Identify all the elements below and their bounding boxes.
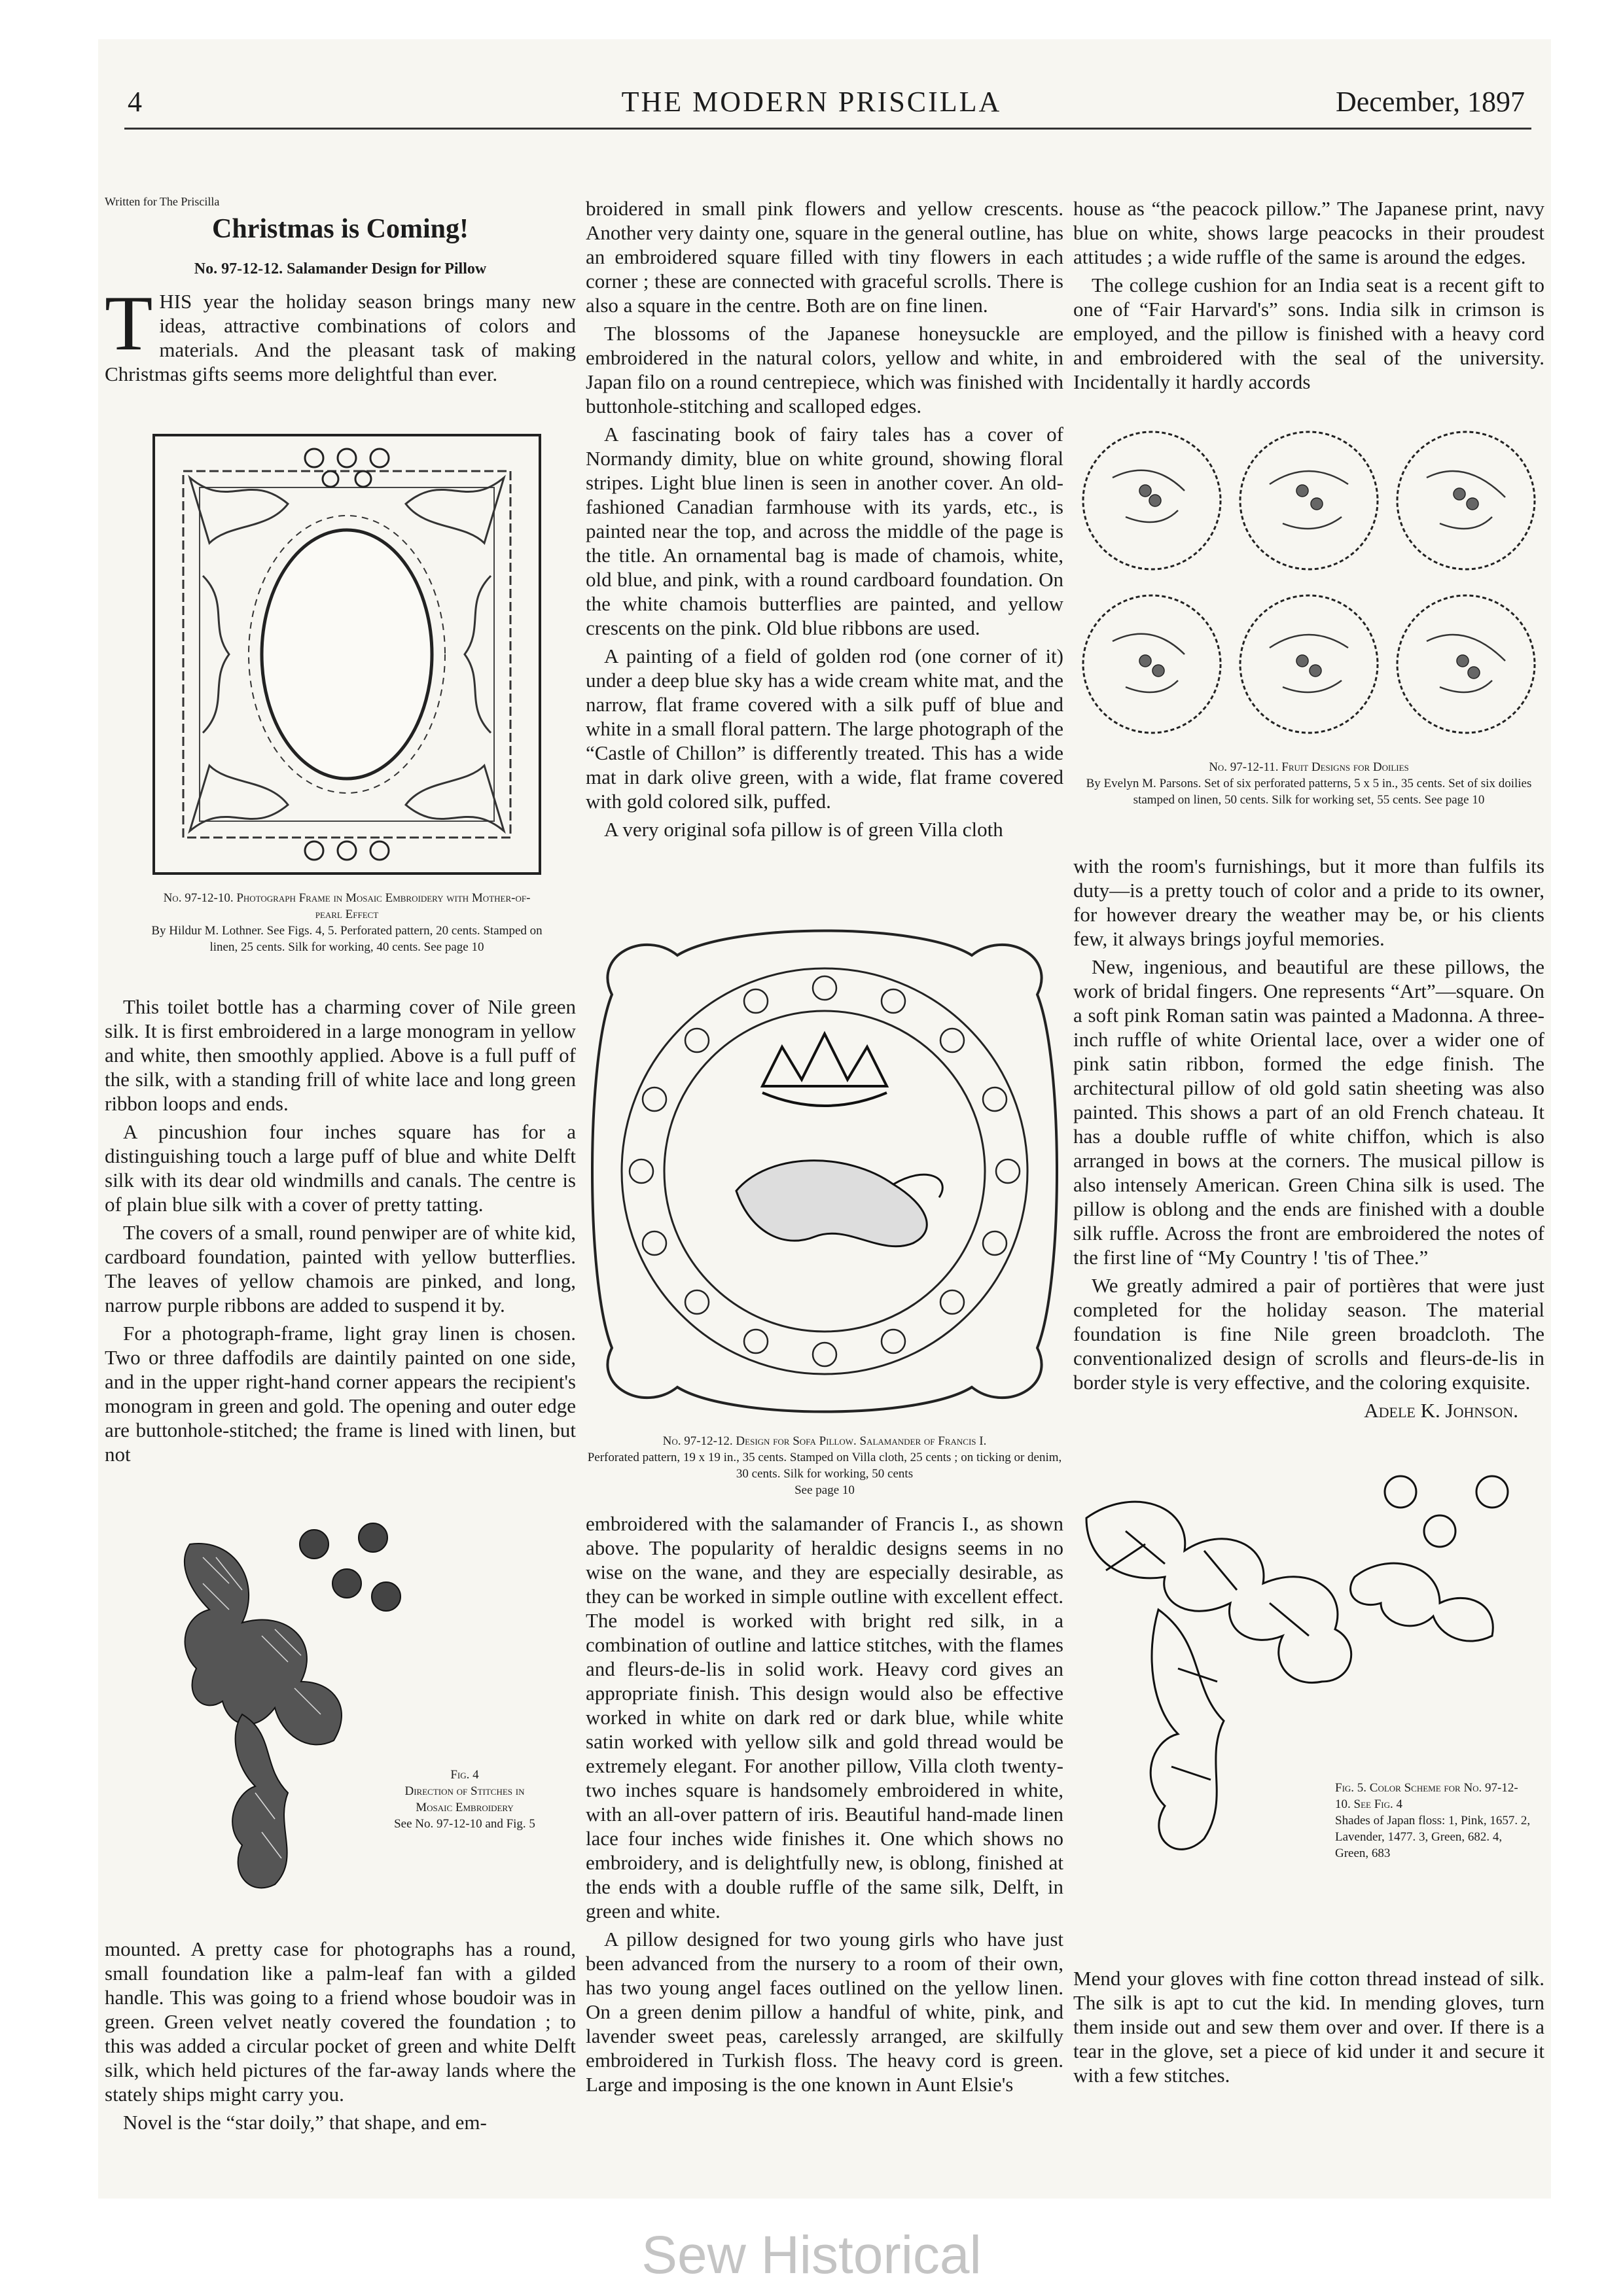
magazine-title: THE MODERN PRISCILLA [621,86,1002,118]
intro-text: HIS year the holiday season brings many new ideas, attractive combinations of colors and materials. And the pleasant task of making Christmas gifts seems more delightful than ever. [105,290,576,385]
fig5-detail: Shades of Japan floss: 1, Pink, 1657. 2, Lavender, 1477. 3, Green, 682. 4, Green, 683 [1335,1814,1531,1860]
paragraph: A very original sofa pillow is of green Villa cloth [604,818,1003,841]
paragraph: The college cushion for an India seat is a recent gift to one of “Fair Harvard's” sons. India silk in crimson is employed, and the pillow is finished with a heavy cord and embroidered with the seal of the university. Incidentally it hardly accords [1073,274,1544,393]
written-for-credit: Written for The Priscilla [105,195,220,208]
paragraph: house as “the peacock pillow.” The Japanese print, navy blue on white, shows large peacocks in their proudest attitudes ; a wide ruffle of the same is around the edges. [1073,197,1544,268]
paragraph: A pillow designed for two young girls who have just been advanced from the nursery to a room of their own, has two young angel faces outlined on the yellow linen. On a green denim pillow a handful of white, pink, and lavender sweet peas, carelessly arranged, are skilfully embroidered in Turkish floss. The heavy cord is green. Large and imposing is the one known in Aunt Elsie's [586,1928,1063,2096]
fig4-see: See No. 97-12-10 and Fig. 5 [394,1817,535,1831]
doilies-caption-title: No. 97-12-11. Fruit Designs for Doilies [1209,760,1409,774]
fig4-label: Fig. 4 [450,1768,479,1782]
column-2-lower [586,1511,1063,2100]
fig4-title: Direction of Stitches in Mosaic Embroidery [404,1784,525,1814]
column-1-lower [105,1937,576,2138]
header-rule [124,128,1531,130]
fruit-doilies-illustration [1073,419,1544,746]
fig4-stitch-diagram [164,1518,438,1911]
salamander-pillow-illustration [586,916,1063,1426]
fig5-title: Fig. 5. Color Scheme for No. 97-12-10. See Fig. 4 [1335,1781,1518,1811]
pillow-caption-detail: Perforated pattern, 19 x 19 in., 35 cents. Stamped on Villa cloth, 25 cents ; on ticking or denim, 30 cents. Silk for working, 50 cents [587,1451,1062,1481]
paragraph: with the room's furnishings, but it more than fulfils its duty—is a pretty touch of color and a pride to its owner, for however dreary the weather may be, or his clients few, it always brings joyful memories. [1073,855,1544,950]
paragraph: The blossoms of the Japanese honeysuckle are embroidered in the natural colors, yellow and white, in Japan filo on a round centrepiece, which was finished with buttonhole-stitching and scalloped edges. [586,322,1063,417]
paragraph: embroidered with the salamander of Francis I., as shown above. The popularity of heraldic designs seems in no wise on the wane, and they are especially desirable, as they can be worked in simple outline with excellent effect. The model is worked with bright red silk, in a combination of outline and lattice stitches, with the flames and fleurs-de-lis in solid work. Heavy cord gives an appropriate finish. This design would also be effective worked in white on dark red or dark blue, while white satin worked with yellow silk and gold thread would be extremely elegant. For another pillow, Villa cloth twenty-two inches square is handsomely embroidered in white, with an all-over pattern of iris. Beautiful hand-made linen lace four inches wide finishes it. One which shows no embroidery, and is delightfully new, is oblong, finished at the ends with a double ruffle of the same silk, Delft, in green and white. [586,1512,1063,1922]
doilies-caption [1073,759,1544,808]
frame-caption-title: No. 97-12-10. Photograph Frame in Mosaic Embroidery with Mother-of-pearl Effect [163,891,531,921]
paragraph: For a photograph-frame, light gray linen is chosen. Two or three daffodils are daintily painted on one side, and in the upper right-hand corner appears the recipient's monogram in green and gold. The opening and outer edge are buttonhole-stitched; the frame is lined with linen, but not [105,1322,576,1466]
column-2-upper [586,196,1063,845]
paragraph: A painting of a field of golden rod (one corner of it) under a deep blue sky has a wide cream white mat, and the narrow, flat frame covered with a silk puff of blue and white in a small floral pattern. The large photograph of the “Castle of Chillon” is differently treated. This has a wide mat in dark olive green, with a wide, flat frame covered with gold colored silk, puffed. [586,645,1063,813]
column-3-middle [1073,854,1544,1422]
drop-cap: T [105,279,153,366]
paragraph: We greatly admired a pair of portières that were just completed for the holiday season. The material foundation is fine Nile green broadcloth. The conventionalized design of scrolls and fleurs-de-lis in border style is very effective, and the coloring exquisite. [1073,1274,1544,1394]
fig5-caption [1335,1780,1531,1862]
pillow-caption [586,1433,1063,1498]
column-1-upper [105,995,576,1470]
pillow-caption-see: See page 10 [794,1483,855,1497]
issue-date: December, 1897 [1335,86,1525,118]
fig4-caption [393,1767,537,1832]
frame-caption-detail: By Hildur M. Lothner. See Figs. 4, 5. Perforated pattern, 20 cents. Stamped on linen, 25 cents. Silk for working, 40 cents. See page 10 [151,924,543,954]
paragraph: A fascinating book of fairy tales has a cover of Normandy dimity, blue on white ground, showing floral stripes. Light blue linen is seen in another cover. An old-fashioned Canadian farmhouse with its yards, etc., is painted near the top, and across the middle of the page is the title. An ornamental bag is made of chamois, white, old blue, and pink, with a round cardboard foundation. On the white chamois butterflies are painted, and yellow crescents on the pink. Old blue ribbons are used. [586,423,1063,639]
article-subtitle: No. 97-12-12. Salamander Design for Pillow [194,260,487,277]
author-signature: Adele K. Johnson. [1364,1399,1518,1422]
paragraph: mounted. A pretty case for photographs has a round, small foundation like a palm-leaf fan with a gilded handle. This was going to a friend whose boudoir was in green. Green velvet neatly covered the foundation ; to this was added a circular pocket of green and white Delft silk, which held pictures of the far-away lands where the stately ships might carry you. [105,1937,576,2106]
paragraph: New, ingenious, and beautiful are these pillows, the work of bridal fingers. One represents “Art”—square. On a soft pink Roman satin was painted a Madonna. A three-inch ruffle of white Oriental lace, over a wider one of pink satin ribbon, formed the edge finish. The architectural pillow of old gold satin sheeting was also painted. This shows a part of an old French chateau. It has a double ruffle of white chiffon, which is also arranged in bows at the corners. The musical pillow is also intensely American. Green China silk is used. The pillow is oblong and the ends are finished with a double silk ruffle. Across the front are embroidered the notes of the first line of “My Country ! 'tis of Thee.” [1073,955,1544,1269]
column-3-lower [1073,1966,1544,2091]
frame-caption [151,890,543,955]
paragraph: broidered in small pink flowers and yellow crescents. Another very dainty one, square in the general outline, has an embroidered square filled with tiny flowers in each corner ; these are connected with graceful scrolls. There is also a square in the centre. Both are on fine linen. [586,197,1063,317]
article-intro [105,279,576,386]
glove-tip-paragraph: Mend your gloves with fine cotton thread instead of silk. The silk is apt to cut the kid. In mending gloves, turn them inside out and sew them over and over. If there is a tear in the glove, set a piece of kid under it and secure it with a few stitches. [1073,1967,1544,2087]
fig5-color-scheme-diagram [1073,1472,1544,1930]
watermark: Sew Historical [641,2225,982,2285]
column-3-upper [1073,196,1544,398]
paragraph: The covers of a small, round penwiper are of white kid, cardboard foundation, painted with yellow butterflies. The leaves of yellow chamois are pinked, and long, narrow purple ribbons are added to suspend it by. [105,1221,576,1316]
article-title: Christmas is Coming! [211,214,469,244]
paragraph: Novel is the “star doily,” that shape, and em- [123,2111,487,2134]
paragraph: A pincushion four inches square has for a distinguishing touch a large puff of blue and white Delft silk with its dear old windmills and canals. The centre is of plain blue silk with a cover of pretty tatting. [105,1120,576,1216]
photo-frame-illustration [151,432,543,877]
pillow-caption-title: No. 97-12-12. Design for Sofa Pillow. Salamander of Francis I. [662,1434,987,1448]
page-number: 4 [128,86,142,118]
paragraph: This toilet bottle has a charming cover of Nile green silk. It is first embroidered in a large monogram in yellow and white, then smoothly applied. Above is a full puff of the silk, with a standing frill of white lace and long green ribbon loops and ends. [105,995,576,1115]
doilies-caption-detail: By Evelyn M. Parsons. Set of six perforated patterns, 5 x 5 in., 35 cents. Set of six doilies stamped on linen, 50 cents. Silk for working set, 55 cents. See page 10 [1086,777,1532,807]
